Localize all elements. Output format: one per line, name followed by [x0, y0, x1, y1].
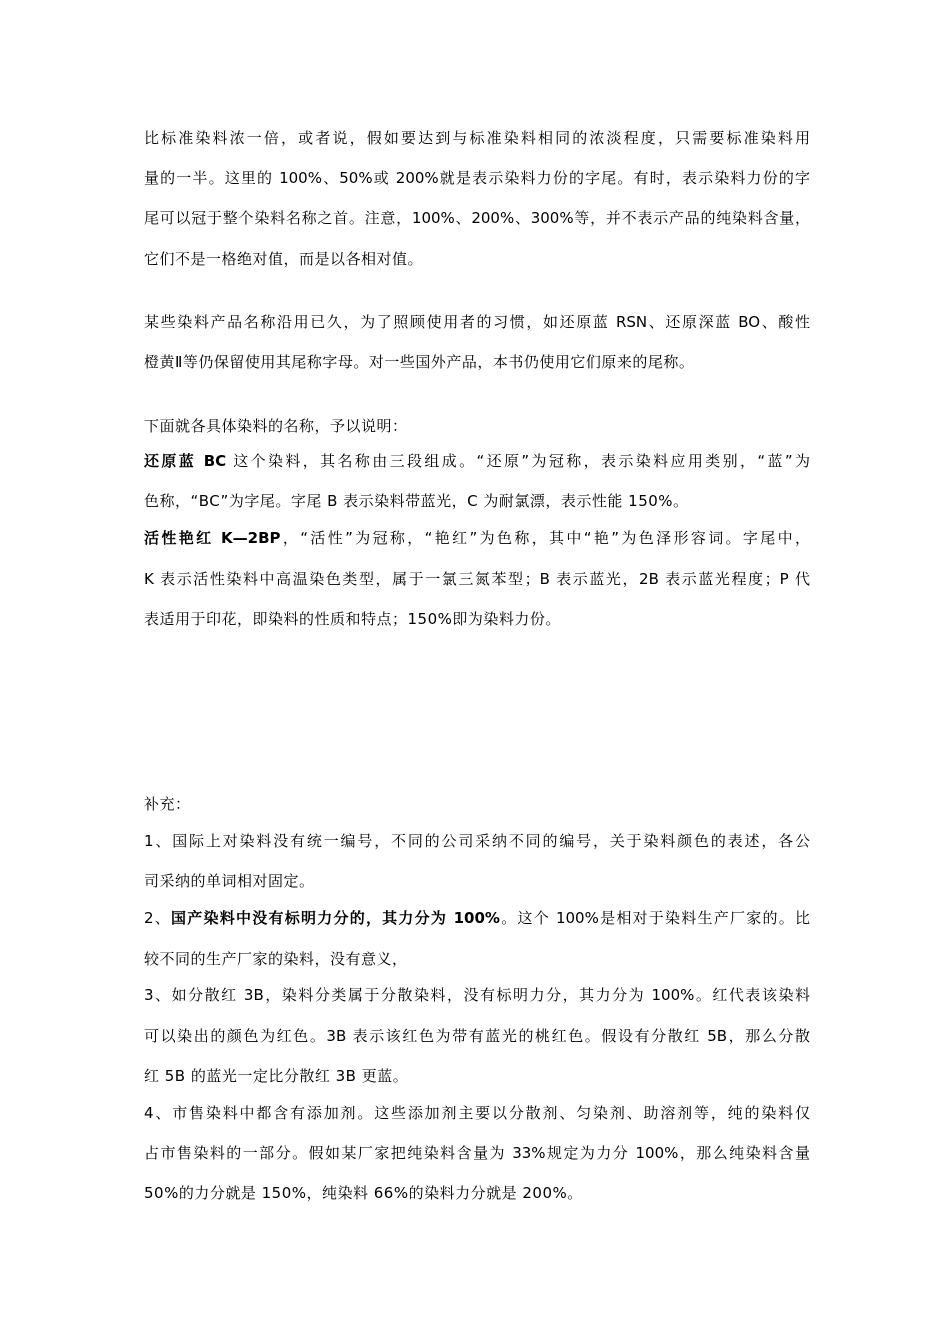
supplement-item4-line3: 50%的力分就是 150%，纯染料 66%的染料力分就是 200%。 — [144, 1184, 583, 1202]
supplement-item3-line3: 红 5B 的蓝光一定比分散红 3B 更蓝。 — [144, 1067, 409, 1085]
item-bc-line1 — [144, 451, 810, 471]
supplement-item2-line2: 较不同的生产厂家的染料，没有意义， — [144, 950, 408, 968]
supplement-item4-line2: 占市售染料的一部分。假如某厂家把纯染料含量为 33%规定为力分 100%，那么纯染料含量 — [144, 1144, 810, 1162]
item-k2bp-line1 — [144, 528, 810, 548]
item-bc-line1-rest: 这个染料，其名称由三段组成。“还原”为冠称，表示染料应用类别，“蓝”为 — [226, 452, 810, 470]
supplement-item1-line1: 1、国际上对染料没有统一编号，不同的公司采纳不同的编号，关于染料颜色的表述，各公 — [144, 832, 810, 850]
para1-line2: 量的一半。这里的 100%、50%或 200%就是表示染料力份的字尾。有时，表示染料力份的字 — [144, 169, 810, 187]
item-k2bp-line2: K 表示活性染料中高温染色类型，属于一氯三氮苯型；B 表示蓝光，2B 表示蓝光程度；P 代 — [144, 570, 810, 588]
para2-line1: 某些染料产品名称沿用已久，为了照顾使用者的习惯，如还原蓝 RSN、还原深蓝 BO、酸性 — [144, 313, 810, 331]
supplement-item3-line2: 可以染出的颜色为红色。3B 表示该红色为带有蓝光的桃红色。假设有分散红 5B，那么分散 — [144, 1027, 810, 1045]
supplement-item2-line1-rest: 。这个 100%是相对于染料生产厂家的。比 — [499, 909, 810, 927]
supplement-item2-line1 — [144, 908, 810, 928]
para3-line1: 下面就各具体染料的名称，予以说明： — [144, 417, 408, 435]
para2-line2: 橙黄Ⅱ等仍保留使用其尾称字母。对一些国外产品，本书仍使用它们原来的尾称。 — [144, 353, 695, 371]
supplement-item2-prefix: 2、 — [144, 909, 172, 927]
item-bc-line2: 色称，“BC”为字尾。字尾 B 表示染料带蓝光，C 为耐氯漂，表示性能 150%。 — [144, 492, 689, 510]
item-k2bp-line1-rest: ，“活性”为冠称，“艳红”为色称，其中“艳”为色泽形容词。字尾中， — [280, 529, 810, 547]
supplement-item1-line2: 司采纳的单词相对固定。 — [144, 872, 315, 890]
supplement-item3-line1: 3、如分散红 3B，染料分类属于分散染料，没有标明力分，其力分为 100%。红代表该染料 — [144, 986, 810, 1004]
item-k2bp-line3: 表适用于印花，即染料的性质和特点；150%即为染料力份。 — [144, 610, 561, 628]
item-k2bp-term: 活性艳红 K—2BP — [144, 529, 281, 547]
supplement-item4-line1: 4、市售染料中都含有添加剂。这些添加剂主要以分散剂、匀染剂、助溶剂等，纯的染料仅 — [144, 1104, 810, 1122]
supplement-item2-bold: 国产染料中没有标明力分的，其力分为 100% — [171, 909, 500, 927]
para1-line4: 它们不是一格绝对值，而是以各相对值。 — [144, 250, 424, 268]
para1-line3: 尾可以冠于整个染料名称之首。注意，100%、200%、300%等，并不表示产品的纯染料含量， — [144, 209, 810, 227]
item-bc-term: 还原蓝 BC — [144, 452, 227, 470]
para1-line1: 比标准染料浓一倍，或者说，假如要达到与标准染料相同的浓淡程度，只需要标准染料用 — [144, 129, 810, 147]
supplement-heading: 补充： — [144, 795, 191, 813]
